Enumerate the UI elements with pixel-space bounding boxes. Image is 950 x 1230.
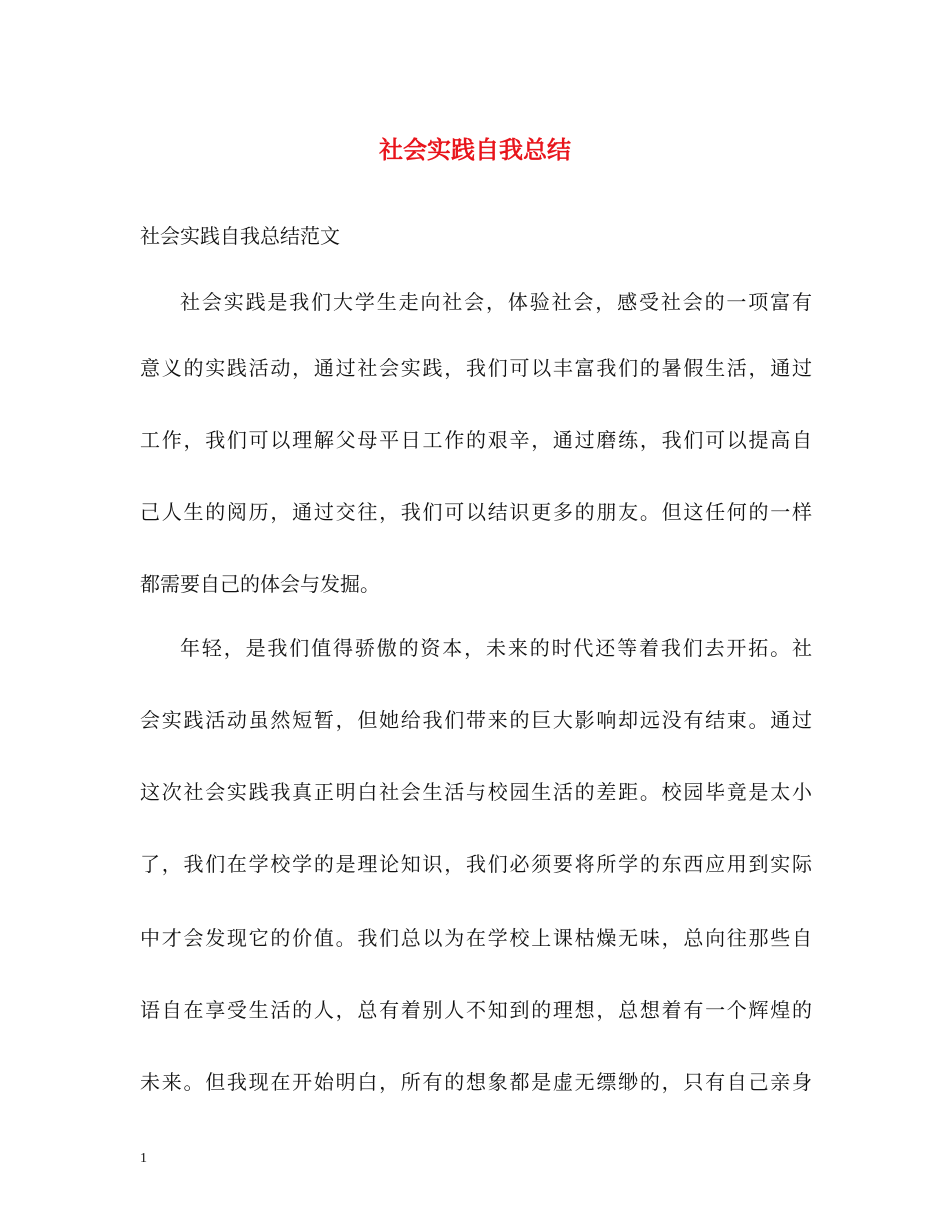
paragraph-line: 了，我们在学校学的是理论知识，我们必须要将所学的东西应用到实际	[140, 852, 812, 876]
paragraph-line: 语自在享受生活的人，总有着别人不知到的理想，总想着有一个辉煌的	[140, 998, 812, 1022]
paragraph-line: 会实践活动虽然短暂，但她给我们带来的巨大影响却远没有结束。通过	[140, 708, 812, 732]
paragraph-line: 中才会发现它的价值。我们总以为在学校上课枯燥无味，总向往那些自	[140, 926, 812, 950]
document-title: 社会实践自我总结	[379, 135, 571, 164]
paragraph-line: 都需要自己的体会与发掘。	[140, 572, 380, 596]
document-subtitle: 社会实践自我总结范文	[140, 224, 340, 248]
paragraph-line: 工作，我们可以理解父母平日工作的艰辛，通过磨练，我们可以提高自	[140, 428, 812, 452]
page-number: 1	[140, 1151, 147, 1166]
paragraph-line: 未来。但我现在开始明白，所有的想象都是虚无缥缈的，只有自己亲身	[140, 1070, 812, 1094]
paragraph-line: 意义的实践活动，通过社会实践，我们可以丰富我们的暑假生活，通过	[140, 356, 812, 380]
paragraph-line: 己人生的阅历，通过交往，我们可以结识更多的朋友。但这任何的一样	[140, 500, 812, 524]
paragraph-line: 年轻，是我们值得骄傲的资本，未来的时代还等着我们去开拓。社	[180, 636, 812, 660]
paragraph-line: 社会实践是我们大学生走向社会，体验社会，感受社会的一项富有	[180, 290, 812, 314]
paragraph-line: 这次社会实践我真正明白社会生活与校园生活的差距。校园毕竟是太小	[140, 780, 812, 804]
